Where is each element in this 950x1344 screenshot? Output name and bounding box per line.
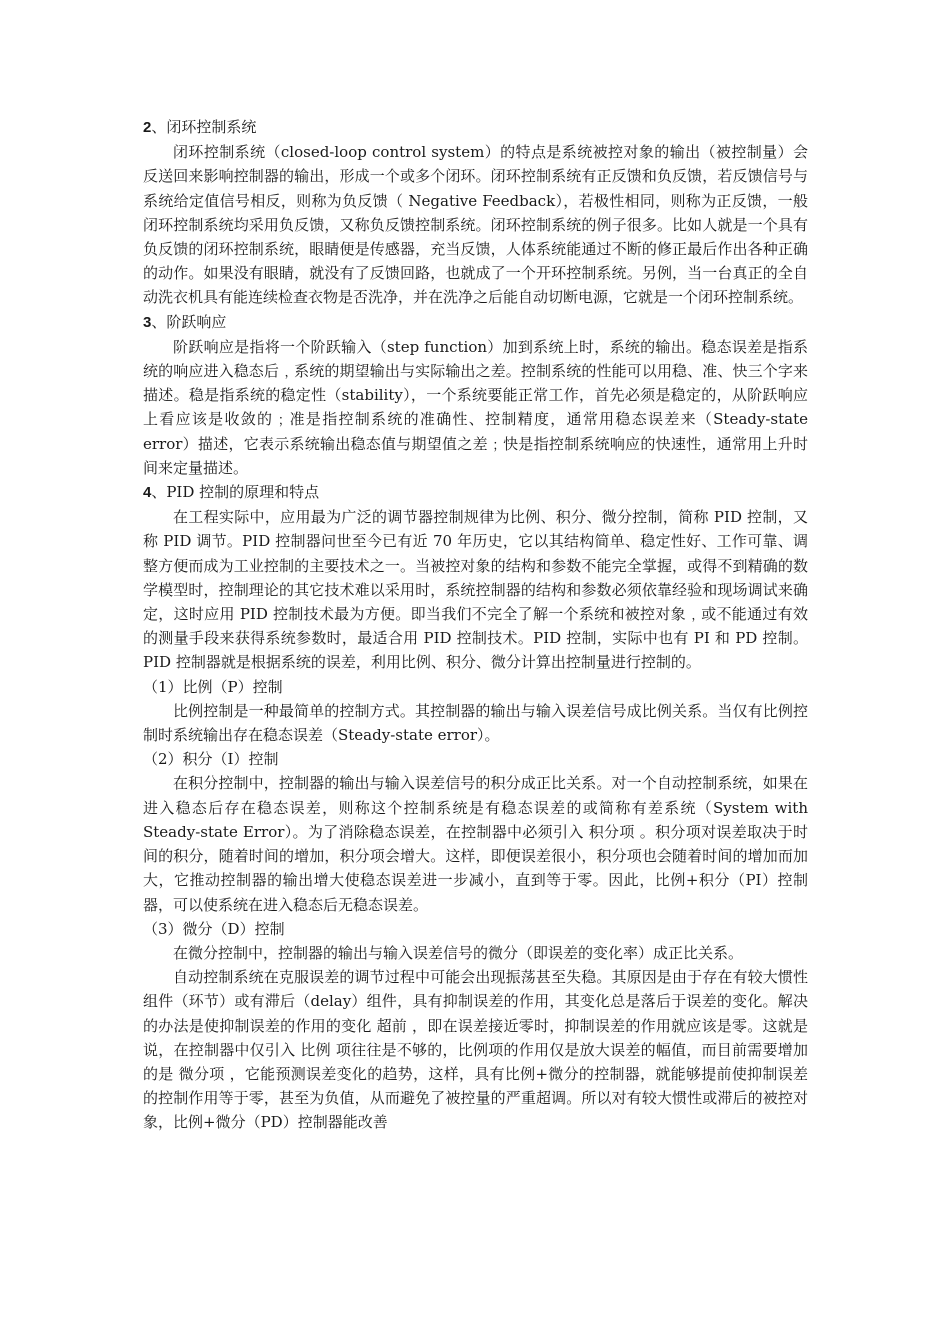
- section-heading-pid: 4、PID 控制的原理和特点: [143, 483, 320, 502]
- section-heading-closed-loop: 2、闭环控制系统: [143, 118, 257, 136]
- document-body: [143, 115, 808, 1135]
- section-heading-step-response: 3、阶跃响应: [143, 312, 227, 331]
- subsection-heading-integral: （2）积分（I）控制: [143, 750, 279, 769]
- paragraph-pid-intro: 在工程实际中，应用最为广泛的调节器控制规律为比例、积分、微分控制，简称 PID 控制，又称 PID 调节。PID 控制器问世至今已有近 70 年历史，它以其结构简单、稳定性好、工作可靠、调整方便而成为工业控制的主要技术之一。当被控对象的结构和参数不能完全掌握，或得不到精确的数学模型时，控制理论的其它技术难以采用时，系统控制器的结构和参数必须依靠经验和现场调试来确定，这时应用 PID 控制技术最为方便。即当我们不完全了解一个系统和被控对象﹐或不能通过有效的测量手段来获得系统参数时，最适合用 PID 控制技术。PID 控制，实际中也有 PI 和 PD 控制。PID 控制器就是根据系统的误差，利用比例、积分、微分计算出控制量进行控制的。: [143, 508, 808, 672]
- subsection-heading-proportional: （1）比例（P）控制: [143, 677, 283, 696]
- paragraph-closed-loop: 闭环控制系统（closed-loop control system）的特点是系统被控对象的输出（被控制量）会反送回来影响控制器的输出，形成一个或多个闭环。闭环控制系统有正反馈和负反馈，若反馈信号与系统给定值信号相反，则称为负反馈（ Negative Feedback），若极性相同，则称为正反馈，一般闭环控制系统均采用负反馈，又称负反馈控制系统。闭环控制系统的例子很多。比如人就是一个具有负反馈的闭环控制系统，眼睛便是传感器，充当反馈，人体系统能通过不断的修正最后作出各种正确的动作。如果没有眼睛，就没有了反馈回路，也就成了一个开环控制系统。另例，当一台真正的全自动洗衣机具有能连续检查衣物是否洗净，并在洗净之后能自动切断电源，它就是一个闭环控制系统。: [143, 143, 808, 307]
- paragraph-integral: 在积分控制中，控制器的输出与输入误差信号的积分成正比关系。对一个自动控制系统，如果在进入稳态后存在稳态误差，则称这个控制系统是有稳态误差的或简称有差系统（System with Steady-state Error）。为了消除稳态误差，在控制器中必须引入 积分项 。积分项对误差取决于时间的积分，随着时间的增加，积分项会增大。这样，即便误差很小，积分项也会随着时间的增加而加大，它推动控制器的输出增大使稳态误差进一步减小，直到等于零。因此，比例+积分（PI）控制器，可以使系统在进入稳态后无稳态误差。: [143, 774, 808, 914]
- paragraph-derivative-1: 在微分控制中，控制器的输出与输入误差信号的微分（即误差的变化率）成正比关系。: [173, 943, 744, 962]
- paragraph-step-response: 阶跃响应是指将一个阶跃输入（step function）加到系统上时，系统的输出。稳态误差是指系统的响应进入稳态后﹐系统的期望输出与实际输出之差。控制系统的性能可以用稳、准、快三个字来描述。稳是指系统的稳定性（stability），一个系统要能正常工作，首先必须是稳定的，从阶跃响应上看应该是收敛的﹔准是指控制系统的准确性、控制精度，通常用稳态误差来（Steady-state error）描述，它表示系统输出稳态值与期望值之差﹔快是指控制系统响应的快速性，通常用上升时间来定量描述。: [143, 337, 808, 477]
- paragraph-derivative-2: 自动控制系统在克服误差的调节过程中可能会出现振荡甚至失稳。其原因是由于存在有较大惯性组件（环节）或有滞后（delay）组件，具有抑制误差的作用，其变化总是落后于误差的变化。解决的办法是使抑制误差的作用的变化 超前 ，即在误差接近零时，抑制误差的作用就应该是零。这就是说，在控制器中仅引入 比例 项往往是不够的，比例项的作用仅是放大误差的幅值，而目前需要增加的是 微分项 ，它能预测误差变化的趋势，这样，具有比例+微分的控制器，就能够提前使抑制误差的控制作用等于零，甚至为负值，从而避免了被控量的严重超调。所以对有较大惯性或滞后的被控对象，比例+微分（PD）控制器能改善: [143, 968, 808, 1132]
- paragraph-proportional: 比例控制是一种最简单的控制方式。其控制器的输出与输入误差信号成比例关系。当仅有比例控制时系统输出存在稳态误差（Steady-state error）。: [143, 701, 808, 745]
- subsection-heading-derivative: （3）微分（D）控制: [143, 919, 285, 938]
